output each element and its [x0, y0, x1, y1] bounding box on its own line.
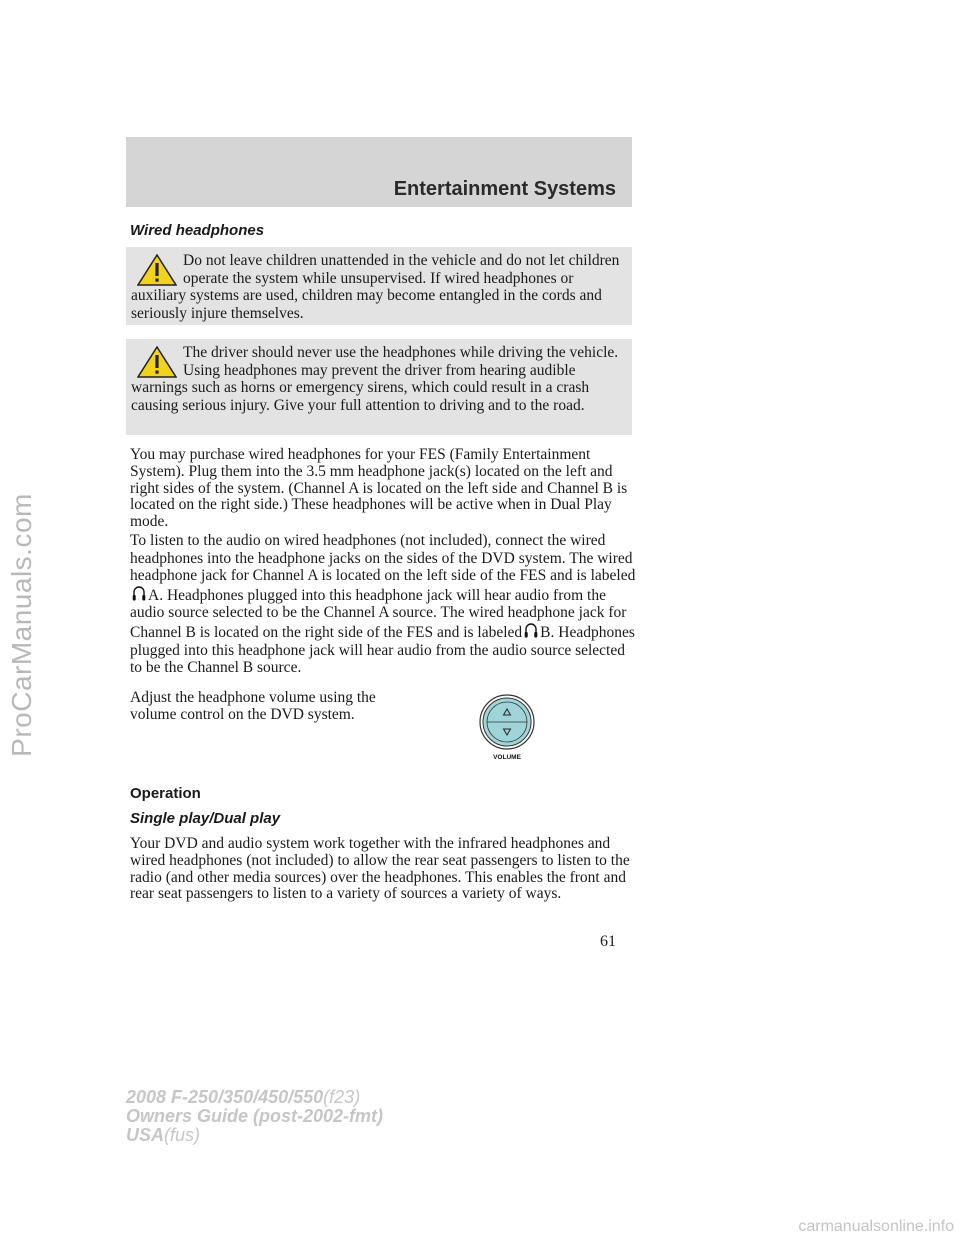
headphone-icon [524, 622, 538, 639]
section-title: Entertainment Systems [393, 178, 616, 200]
volume-label: VOLUME [493, 754, 521, 761]
document-footer [126, 1088, 383, 1145]
warning-triangle-icon [137, 346, 177, 378]
side-watermark [2, 310, 42, 940]
footer-model-code: (f23) [323, 1087, 361, 1107]
page-number: 61 [600, 933, 616, 950]
paragraph-listen-wired [130, 532, 636, 677]
volume-knob-icon [478, 692, 536, 762]
paragraph-text: B. Headphones plugged into this headphone jack will hear audio from the audio source selected to be the Channel B source. [130, 623, 635, 677]
heading-single-dual-play: Single play/Dual play [130, 810, 281, 827]
footer-market-code: (fus) [164, 1125, 201, 1145]
heading-wired-headphones: Wired headphones [130, 222, 265, 239]
watermark-text: ProCarManuals.com [6, 493, 38, 757]
paragraph-dvd-audio-system: Your DVD and audio system work together with the infrared headphones and wired headphones (not included) to allow the rear seat passengers to listen to the radio (and other media sources) over the headphones. This enables the front and rear seat passengers to listen to a variety of sources a variety of ways. [130, 835, 630, 903]
footer-guide-title: Owners Guide (post-2002-fmt) [126, 1106, 384, 1126]
paragraph-text: A. Headphones plugged into this headphone jack will hear audio from the audio source selected to be the Channel A source. The wired headphone jack for Channel B is located on the right side of the FES and is labeled [130, 586, 627, 641]
footer-market: USA [126, 1125, 165, 1145]
paragraph-purchase-headphones: You may purchase wired headphones for your FES (Family Entertainment System). Plug them into the 3.5 mm headphone jack(s) located on the left and right sides of the system. (Channel A is located on the left side and Channel B is located on the right side.) These headphones will be active when in Dual Play mode. [130, 446, 628, 531]
warning-text: The driver should never use the headphones while driving the vehicle. Using headphones may prevent the driver from hearing audible warnings such as horns or emergency sirens, which could result in a crash causing serious injury. Give your full attention to driving and to the road. [131, 344, 619, 414]
footer-model: 2008 F-250/350/450/550 [126, 1087, 324, 1107]
warning-box-children [126, 247, 632, 325]
warning-text: Do not leave children unattended in the vehicle and do not let children operate the system while unsupervised. If wired headphones or auxiliary systems are used, children may become entangled in the cords and seriously injure themselves. [131, 252, 620, 322]
bottom-watermark: carmanualsonline.info [798, 1218, 954, 1235]
section-header-band [126, 137, 632, 207]
warning-box-driver [126, 339, 632, 435]
paragraph-text: To listen to the audio on wired headphones (not included), connect the wired headphones into the headphone jacks on the sides of the DVD system. The wired headphone jack for Channel A is located on the left side of the FES and is labeled [130, 532, 636, 585]
paragraph-adjust-volume: Adjust the headphone volume using the volume control on the DVD system. [130, 689, 376, 723]
heading-operation: Operation [130, 785, 201, 802]
warning-triangle-icon [137, 254, 177, 286]
headphone-icon [132, 585, 146, 602]
